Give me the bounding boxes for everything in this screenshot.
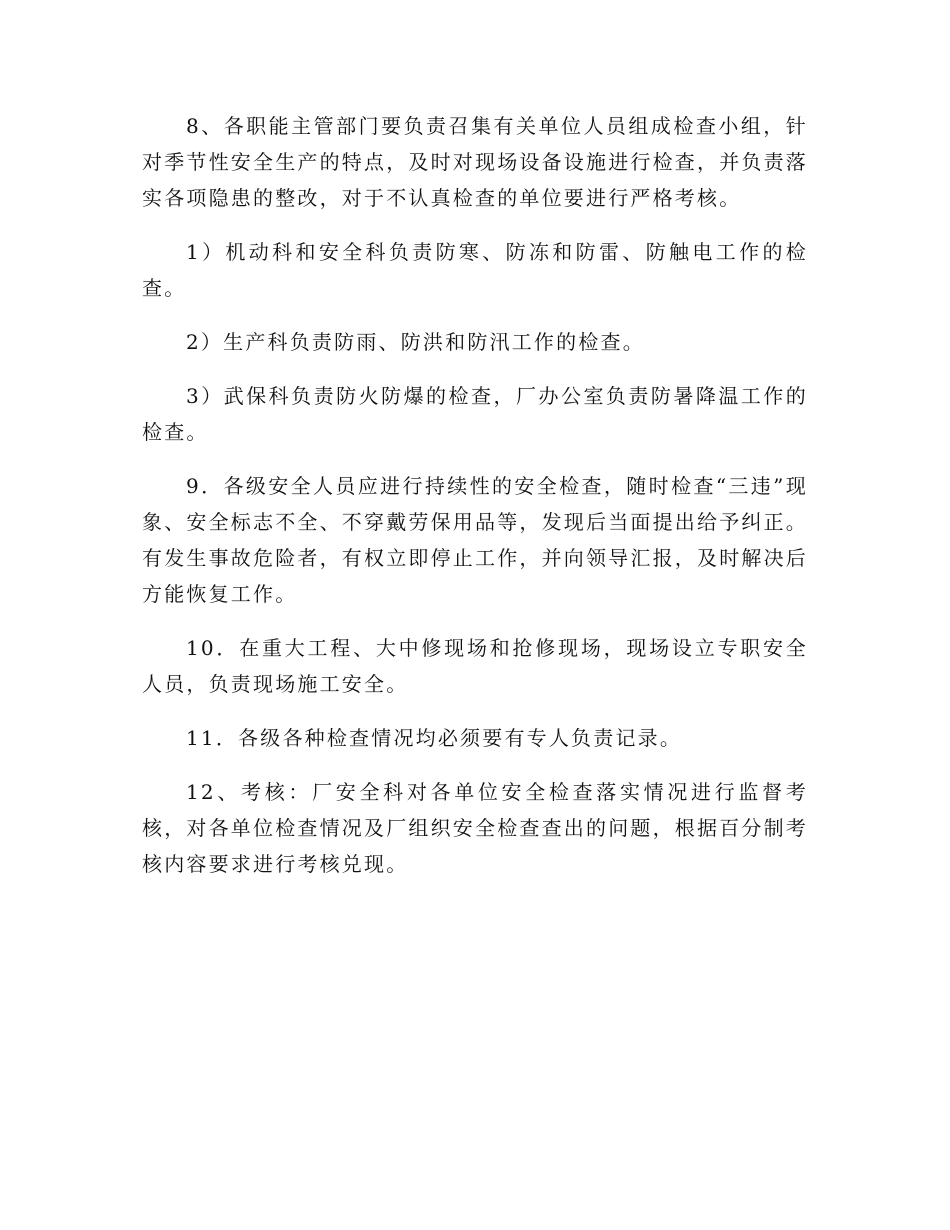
- paragraph-item-11: 11．各级各种检查情况均必须要有专人负责记录。: [186, 726, 683, 750]
- paragraph-item-12: 12、考核：厂安全科对各单位安全检查落实情况进行监督考核，对各单位检查情况及厂组织安全检查查出的问题，根据百分制考核内容要求进行考核兑现。: [142, 780, 808, 876]
- paragraph-item-10: 10．在重大工程、大中修现场和抢修现场，现场设立专职安全人员，负责现场施工安全。: [142, 636, 808, 696]
- document-body: [142, 108, 808, 900]
- paragraph-subitem-3: 3）武保科负责防火防爆的检查，厂办公室负责防暑降温工作的检查。: [142, 384, 808, 444]
- paragraph-subitem-2: 2）生产科负责防雨、防洪和防汛工作的检查。: [186, 330, 645, 354]
- paragraph-item-8: 8、各职能主管部门要负责召集有关单位人员组成检查小组，针对季节性安全生产的特点，及时对现场设备设施进行检查，并负责落实各项隐患的整改，对于不认真检查的单位要进行严格考核。: [142, 114, 808, 210]
- paragraph-subitem-1: 1）机动科和安全科负责防寒、防冻和防雷、防触电工作的检查。: [142, 240, 808, 300]
- paragraph-item-9: 9．各级安全人员应进行持续性的安全检查，随时检查“三违”现象、安全标志不全、不穿戴劳保用品等，发现后当面提出给予纠正。有发生事故危险者，有权立即停止工作，并向领导汇报，及时解决后方能恢复工作。: [142, 474, 808, 606]
